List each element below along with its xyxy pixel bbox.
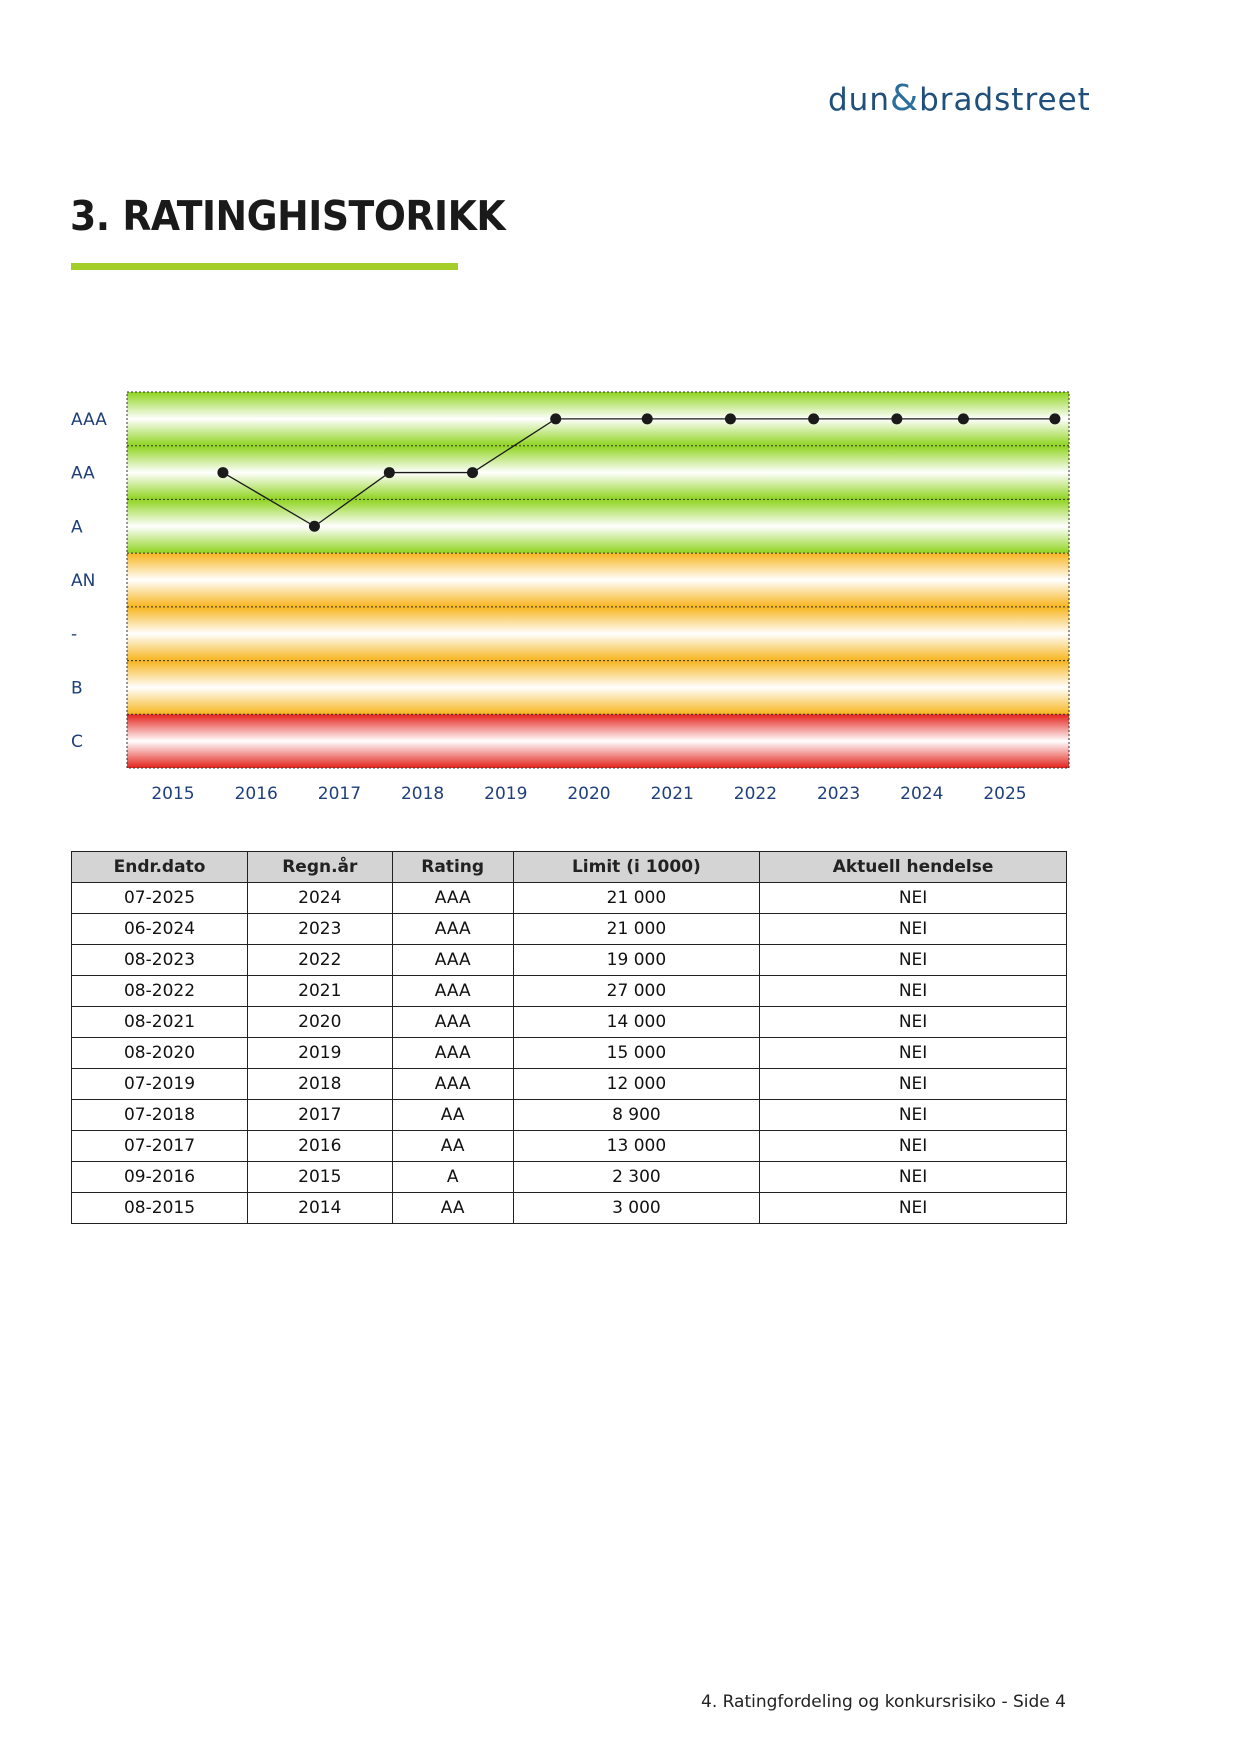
chart-band-orange [127, 661, 1069, 715]
cell-fiscal-year: 2022 [248, 945, 393, 976]
cell-date: 08-2021 [72, 1007, 248, 1038]
cell-event: NEI [760, 914, 1067, 945]
cell-event: NEI [760, 1069, 1067, 1100]
table-row [72, 1131, 1067, 1162]
cell-rating: AAA [392, 1007, 513, 1038]
cell-limit: 2 300 [513, 1162, 759, 1193]
cell-event: NEI [760, 1007, 1067, 1038]
title-underline [71, 263, 458, 270]
col-header-event: Aktuell hendelse [760, 852, 1067, 883]
table-body [72, 883, 1067, 1224]
table-row [72, 1069, 1067, 1100]
chart-band-orange [127, 607, 1069, 661]
cell-rating: AA [392, 1131, 513, 1162]
cell-date: 08-2022 [72, 976, 248, 1007]
cell-limit: 15 000 [513, 1038, 759, 1069]
rating-history-chart [60, 380, 1080, 810]
cell-fiscal-year: 2024 [248, 883, 393, 914]
cell-fiscal-year: 2015 [248, 1162, 393, 1193]
y-tick-label: A [71, 517, 83, 538]
col-header-limit: Limit (i 1000) [513, 852, 759, 883]
cell-fiscal-year: 2019 [248, 1038, 393, 1069]
cell-date: 09-2016 [72, 1162, 248, 1193]
cell-date: 07-2019 [72, 1069, 248, 1100]
logo-text-dun: dun [828, 82, 890, 118]
cell-date: 08-2015 [72, 1193, 248, 1224]
cell-event: NEI [760, 883, 1067, 914]
cell-fiscal-year: 2018 [248, 1069, 393, 1100]
chart-band-orange [127, 553, 1069, 607]
cell-fiscal-year: 2017 [248, 1100, 393, 1131]
data-point [642, 413, 653, 424]
logo-text-bradstreet: bradstreet [919, 82, 1091, 118]
table-row [72, 914, 1067, 945]
y-tick-label: AN [71, 571, 96, 591]
col-header-fiscal-year: Regn.år [248, 852, 393, 883]
x-tick-label: 2021 [650, 784, 694, 804]
cell-limit: 14 000 [513, 1007, 759, 1038]
data-point [725, 413, 736, 424]
cell-fiscal-year: 2021 [248, 976, 393, 1007]
y-tick-label: - [71, 624, 78, 645]
chart-band-green [127, 499, 1069, 553]
cell-limit: 13 000 [513, 1131, 759, 1162]
cell-fiscal-year: 2020 [248, 1007, 393, 1038]
cell-date: 08-2020 [72, 1038, 248, 1069]
cell-date: 06-2024 [72, 914, 248, 945]
cell-limit: 12 000 [513, 1069, 759, 1100]
y-tick-label: C [71, 732, 83, 753]
cell-event: NEI [760, 1162, 1067, 1193]
chart-x-labels [151, 784, 1026, 804]
x-tick-label: 2019 [484, 784, 528, 804]
cell-limit: 21 000 [513, 914, 759, 945]
data-point [309, 521, 320, 532]
cell-event: NEI [760, 976, 1067, 1007]
x-tick-label: 2017 [317, 784, 362, 804]
chart-y-labels [71, 410, 107, 752]
cell-fiscal-year: 2014 [248, 1193, 393, 1224]
company-logo [828, 78, 1091, 119]
cell-rating: AAA [392, 976, 513, 1007]
data-point [217, 467, 228, 478]
cell-limit: 27 000 [513, 976, 759, 1007]
cell-limit: 8 900 [513, 1100, 759, 1131]
cell-date: 08-2023 [72, 945, 248, 976]
data-point [384, 467, 395, 478]
table-row [72, 1193, 1067, 1224]
rating-history-table [71, 851, 1067, 1224]
cell-date: 07-2017 [72, 1131, 248, 1162]
table-row [72, 1038, 1067, 1069]
cell-limit: 19 000 [513, 945, 759, 976]
x-tick-label: 2020 [567, 784, 611, 804]
x-tick-label: 2024 [900, 784, 944, 804]
data-point [467, 467, 478, 478]
cell-rating: A [392, 1162, 513, 1193]
table-row [72, 1100, 1067, 1131]
chart-band-red [127, 714, 1069, 768]
table-row [72, 976, 1067, 1007]
x-tick-label: 2018 [400, 784, 445, 804]
chart-svg [60, 380, 1080, 810]
cell-event: NEI [760, 1038, 1067, 1069]
data-point [958, 413, 969, 424]
x-tick-label: 2023 [816, 784, 861, 804]
cell-event: NEI [760, 1193, 1067, 1224]
data-point [808, 413, 819, 424]
cell-event: NEI [760, 1131, 1067, 1162]
x-tick-label: 2025 [983, 784, 1027, 804]
cell-rating: AAA [392, 883, 513, 914]
cell-rating: AAA [392, 945, 513, 976]
cell-date: 07-2018 [72, 1100, 248, 1131]
table-header-row [72, 852, 1067, 883]
section-title: 3. RATINGHISTORIKK [70, 192, 506, 240]
chart-bands [127, 392, 1069, 768]
cell-limit: 3 000 [513, 1193, 759, 1224]
y-tick-label: AA [71, 463, 95, 484]
cell-fiscal-year: 2016 [248, 1131, 393, 1162]
page-footer: 4. Ratingfordeling og konkursrisiko - Side 4 [701, 1692, 1066, 1712]
cell-rating: AAA [392, 1038, 513, 1069]
cell-date: 07-2025 [72, 883, 248, 914]
table-row [72, 1162, 1067, 1193]
table-row [72, 945, 1067, 976]
table-row [72, 883, 1067, 914]
chart-band-green [127, 446, 1069, 500]
col-header-rating: Rating [392, 852, 513, 883]
y-tick-label: B [71, 678, 83, 699]
y-tick-label: AAA [71, 409, 107, 430]
x-tick-label: 2016 [234, 784, 278, 804]
x-tick-label: 2015 [151, 784, 195, 804]
cell-rating: AA [392, 1193, 513, 1224]
cell-limit: 21 000 [513, 883, 759, 914]
cell-event: NEI [760, 945, 1067, 976]
data-point [550, 413, 561, 424]
cell-event: NEI [760, 1100, 1067, 1131]
col-header-date: Endr.dato [72, 852, 248, 883]
logo-ampersand: & [889, 78, 920, 119]
cell-rating: AAA [392, 914, 513, 945]
table-row [72, 1007, 1067, 1038]
cell-fiscal-year: 2023 [248, 914, 393, 945]
data-point [891, 413, 902, 424]
cell-rating: AAA [392, 1069, 513, 1100]
x-tick-label: 2022 [733, 784, 778, 804]
data-point [1049, 413, 1060, 424]
cell-rating: AA [392, 1100, 513, 1131]
